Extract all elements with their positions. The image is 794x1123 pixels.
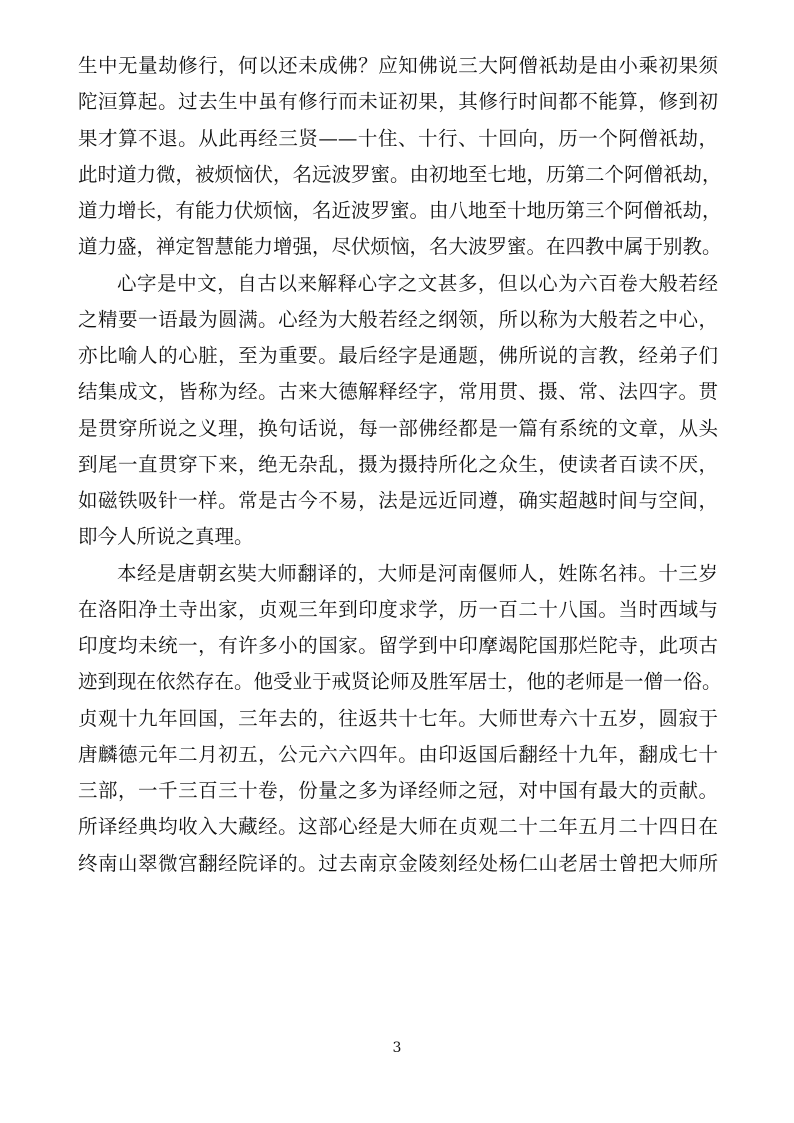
text-line: 果才算不退。从此再经三贤——十住、十行、十回向，历一个阿僧祇劫， — [78, 126, 718, 150]
text-line: 是贯穿所说之义理，换句话说，每一部佛经都是一篇有系统的文章，从头 — [78, 416, 718, 440]
text-line: 道力盛，禅定智慧能力增强，尽伏烦恼，名大波罗蜜。在四教中属于别教。 — [78, 235, 722, 259]
text-line: 迹到现在依然存在。他受业于戒贤论师及胜军居士，他的老师是一僧一俗。 — [78, 670, 722, 694]
page-number: 3 — [392, 1040, 402, 1056]
text-line: 本经是唐朝玄奘大师翻译的，大师是河南偃师人，姓陈名祎。十三岁 — [117, 561, 718, 585]
paragraph — [78, 556, 722, 882]
text-line: 陀洹算起。过去生中虽有修行而未证初果，其修行时间都不能算，修到初 — [78, 90, 718, 114]
text-line: 亦比喻人的心脏，至为重要。最后经字是通题，佛所说的言教，经弟子们 — [78, 344, 718, 367]
text-line: 即今人所说之真理。 — [78, 525, 254, 549]
text-line: 如磁铁吸针一样。常是古今不易，法是远近同遵，确实超越时间与空间， — [78, 489, 718, 512]
paragraph — [78, 48, 722, 266]
text-line: 到尾一直贯穿下来，绝无杂乱，摄为摄持所化之众生，使读者百读不厌， — [78, 452, 718, 476]
text-line: 生中无量劫修行，何以还未成佛？应知佛说三大阿僧祇劫是由小乘初果须 — [78, 54, 718, 77]
text-line: 结集成文，皆称为经。古来大德解释经字，常用贯、摄、常、法四字。贯 — [78, 380, 718, 404]
text-line: 在洛阳净土寺出家，贞观三年到印度求学，历一百二十八国。当时西域与 — [78, 597, 718, 621]
text-line: 唐麟德元年二月初五，公元六六四年。由印返国后翻经十九年，翻成七十 — [78, 742, 718, 766]
text-line: 终南山翠微宫翻经院译的。过去南京金陵刻经处杨仁山老居士曾把大师所 — [78, 851, 718, 875]
text-line: 印度均未统一，有许多小的国家。留学到中印摩竭陀国那烂陀寺，此项古 — [78, 634, 718, 657]
text-line: 贞观十九年回国，三年去的，往返共十七年。大师世寿六十五岁，圆寂于 — [78, 706, 718, 730]
paragraph — [78, 266, 718, 556]
text-line: 心字是中文，自古以来解释心字之文甚多，但以心为六百卷大般若经 — [117, 271, 718, 295]
text-line: 道力增长，有能力伏烦恼，名近波罗蜜。由八地至十地历第三个阿僧祇劫， — [78, 199, 722, 222]
text-line: 之精要一语最为圆满。心经为大般若经之纲领，所以称为大般若之中心， — [78, 307, 718, 331]
text-line: 三部，一千三百三十卷，份量之多为译经师之冠，对中国有最大的贡献。 — [78, 779, 718, 802]
text-line: 此时道力微，被烦恼伏，名远波罗蜜。由初地至七地，历第二个阿僧祇劫， — [78, 162, 722, 186]
text-line: 所译经典均收入大藏经。这部心经是大师在贞观二十二年五月二十四日在 — [78, 815, 718, 839]
document-body — [78, 48, 722, 882]
